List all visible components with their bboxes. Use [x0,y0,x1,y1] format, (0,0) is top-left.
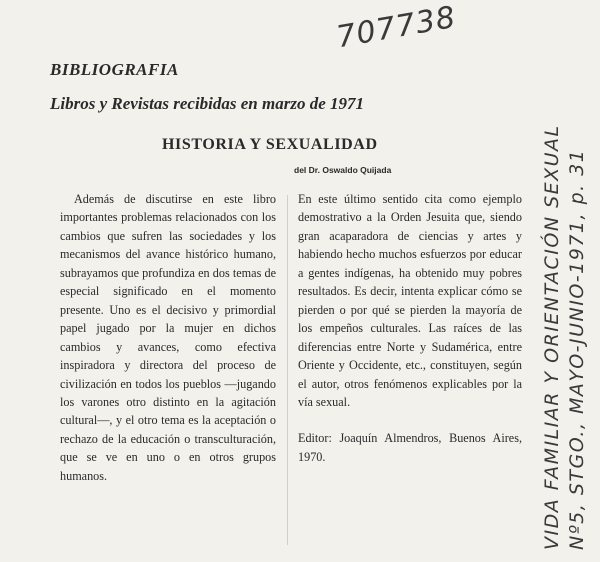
section-subtitle: Libros y Revistas recibidas en marzo de 1971 [50,94,365,113]
handwritten-catalog-number: 707738 [333,0,459,56]
annotation-line-2: Nº5, STGO., MAYO-JUNIO-1971, p. 31 [566,148,588,550]
right-column [298,190,522,466]
article-author: del Dr. Oswaldo Quijada [294,165,392,175]
handwritten-source-annotation [540,30,590,550]
editor-note: Editor: Joaquín Almendros, Buenos Aires, 1970. [298,431,522,464]
section-heading: BIBLIOGRAFIA [50,60,179,79]
annotation-line-1: VIDA FAMILIAR Y ORIENTACIÓN SEXUAL [541,124,563,550]
article-title: HISTORIA Y SEXUALIDAD [162,136,378,153]
left-column-text: Además de discutirse en este libro importantes problemas relacionados con los cambios que sufren las sociedades y los mecanismos del avance histórico humano, subrayamos que profundiza en dos temas de especial significado en el momento presente. Uno es el decisivo y primordial papel jugado por la mujer en dichos cambios y avances, como efectiva inspiradora y directora del proceso de civilización en todos los pueblos —jugando los varones otro distinto en la agitación cultural—, y el otro tema es la aceptación o rechazo de la educación o transculturación, que se ve en uno o en otros grupos humanos. [60,192,276,483]
right-column-text: En este último sentido cita como ejemplo demostrativo a la Orden Jesuita que, siendo gran acaparadora de ciencias y artes y habiendo hecho muchos esfuerzos por educar a gentes indígenas, ha obtenido muy pobres resultados. Es decir, intenta explicar cómo se pierden o por qué se pierden la mayoría de los empeños culturales. Las raíces de las diferencias entre Norte y Sudamérica, entre Oriente y Occidente, etc., constituyen, según el autor, otros fenómenos explicables por la vía sexual. [298,192,522,409]
column-divider [287,195,288,545]
